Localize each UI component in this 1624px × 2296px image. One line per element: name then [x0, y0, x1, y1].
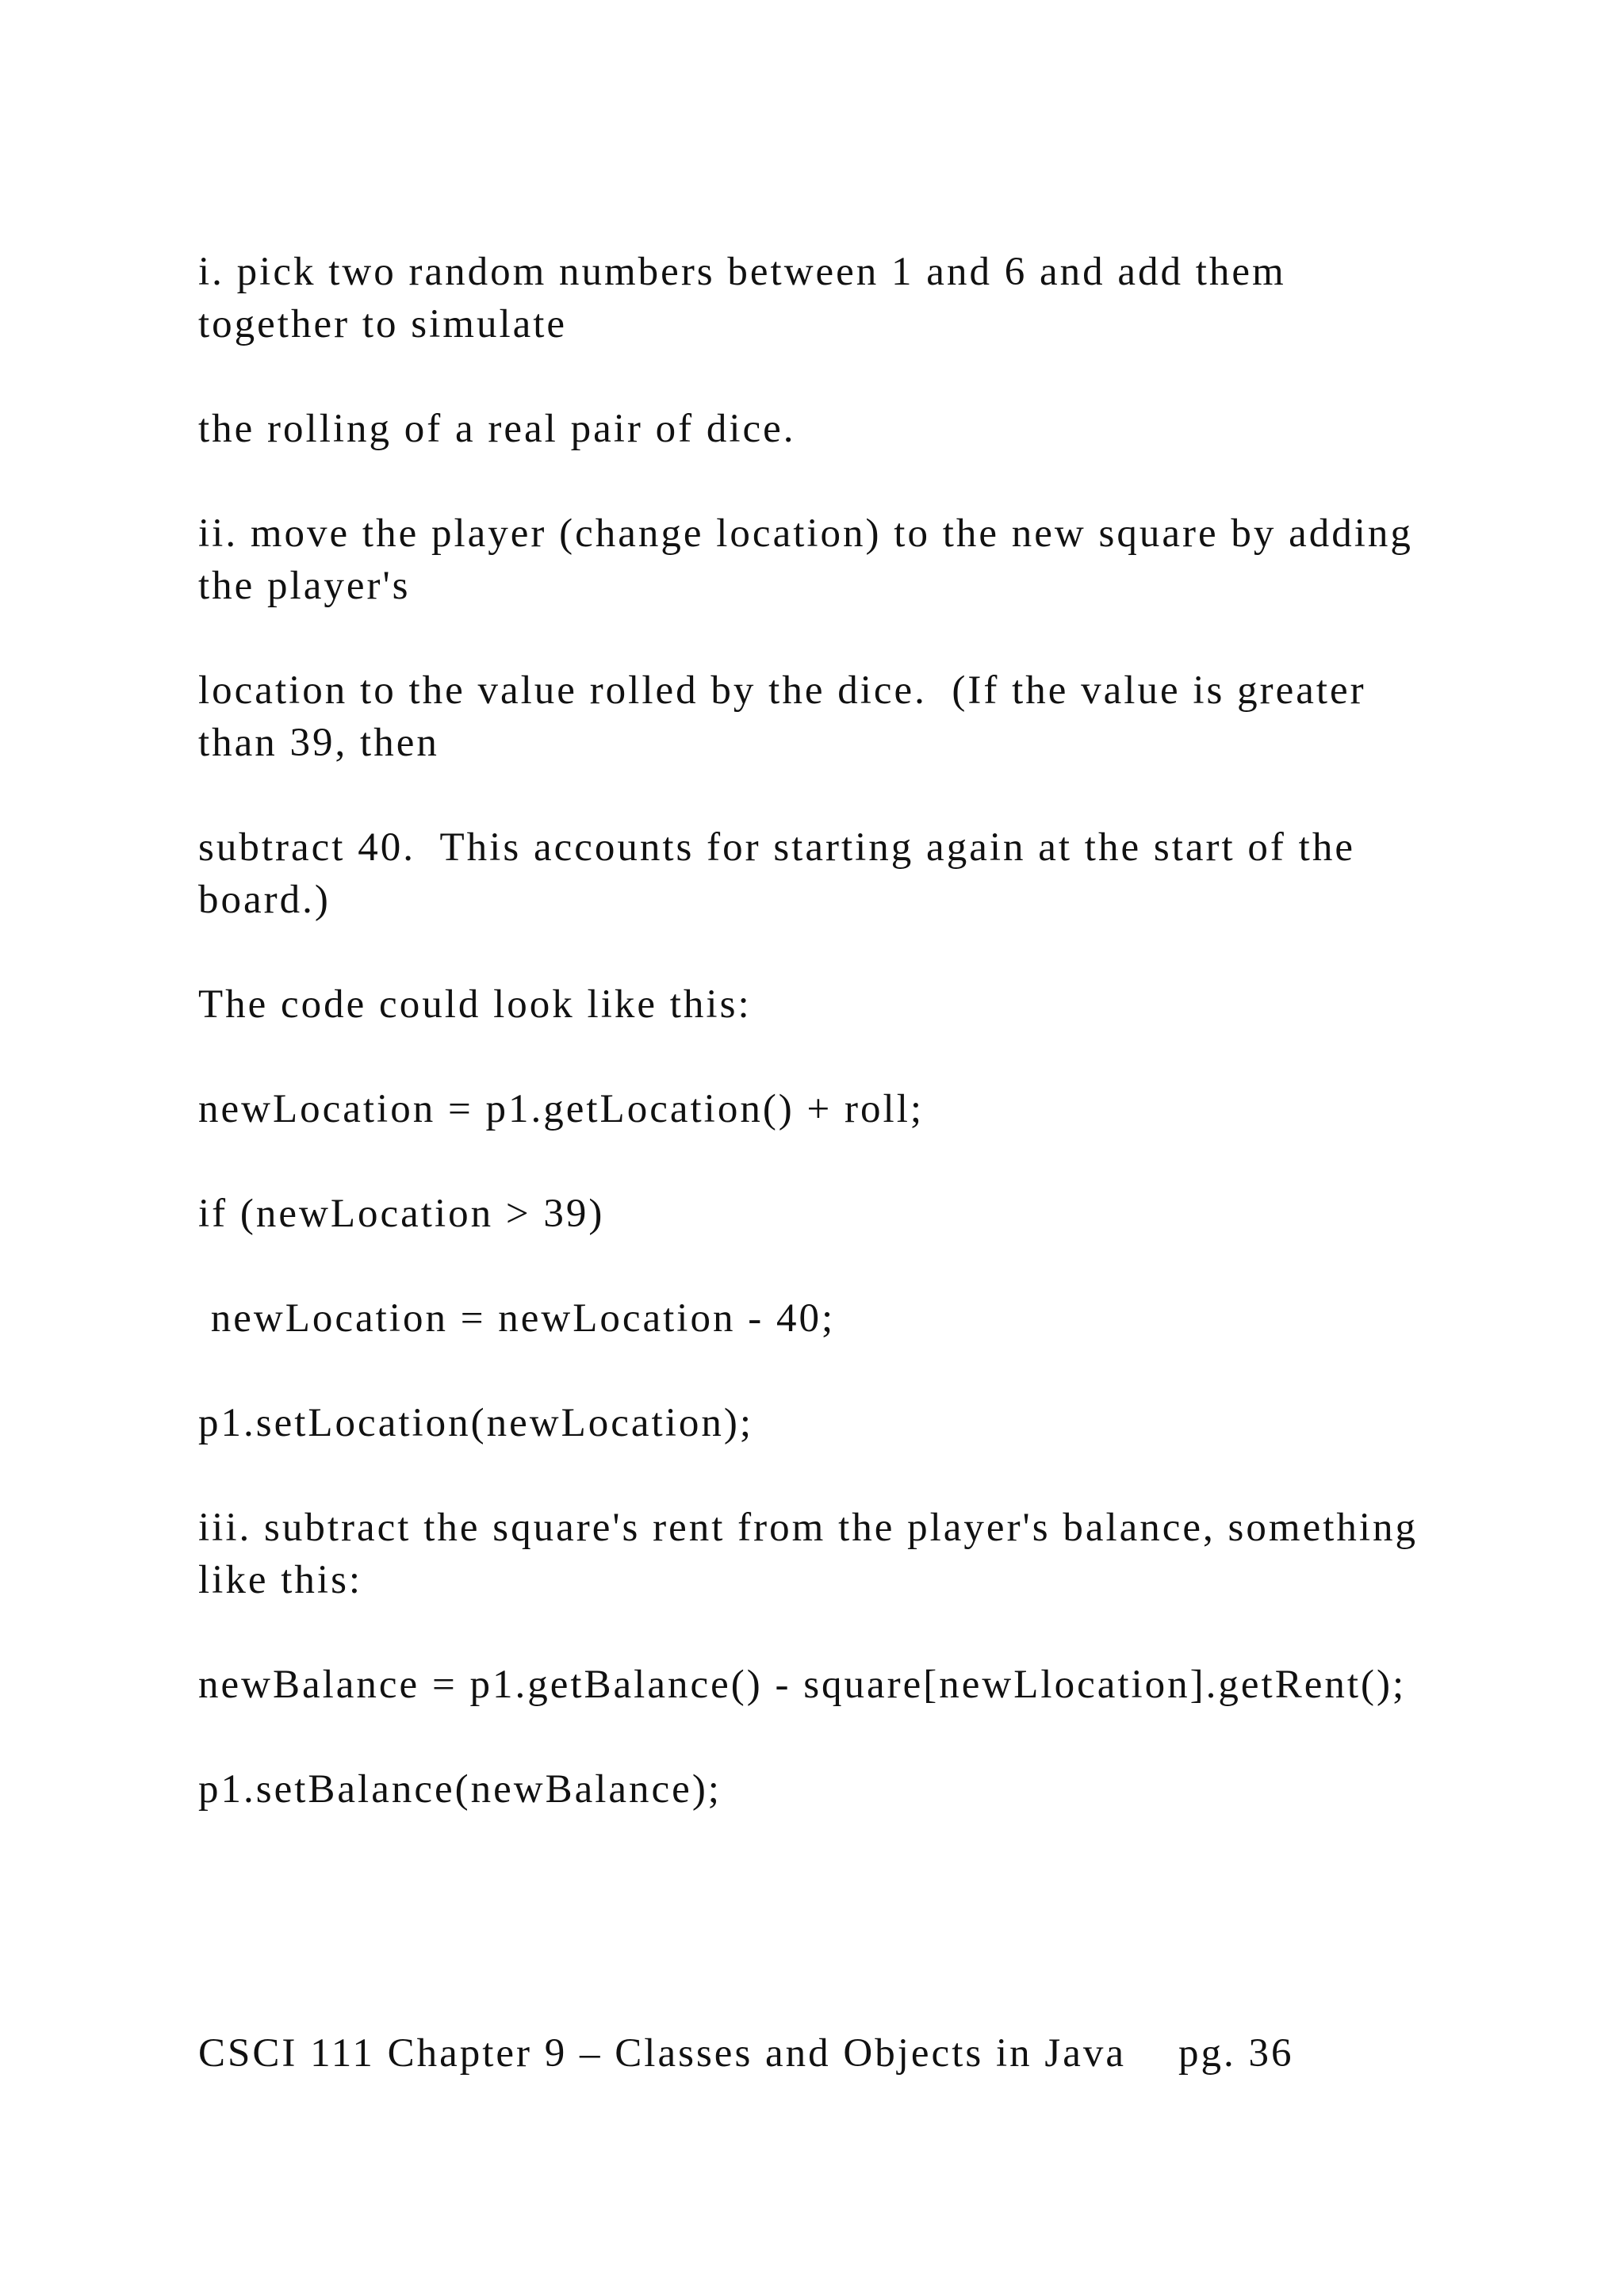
- body-text: [198, 246, 1435, 1868]
- code-line-new-balance: newBalance = p1.getBalance() - square[newLlocation].getRent();: [198, 1663, 1407, 1707]
- code-line-set-location: p1.setLocation(newLocation);: [198, 1401, 754, 1445]
- paragraph-move-step: ii. move the player (change location) to the new square by adding the player's: [198, 511, 1426, 608]
- code-line-set-balance: p1.setBalance(newBalance);: [198, 1767, 722, 1812]
- page-number: pg. 36: [1178, 2031, 1294, 2076]
- paragraph-rent-step: iii. subtract the square's rent from the player's balance, something like this:: [198, 1506, 1431, 1602]
- code-line-wrap: newLocation = newLocation - 40;: [198, 1296, 836, 1341]
- footer-title: CSCI 111 Chapter 9 – Classes and Objects in Java: [198, 2031, 1127, 2076]
- paragraph-dice-continued: the rolling of a real pair of dice.: [198, 407, 796, 451]
- code-line-new-location: newLocation = p1.getLocation() + roll;: [198, 1087, 925, 1131]
- paragraph-code-intro: The code could look like this:: [198, 982, 752, 1027]
- paragraph-move-continued: location to the value rolled by the dice. (If the value is greater than 39, then: [198, 668, 1379, 765]
- paragraph-dice-step: i. pick two random numbers between 1 and 6 and add them together to simulate: [198, 250, 1299, 346]
- page-footer: [198, 2027, 1294, 2080]
- paragraph-subtract-note: subtract 40. This accounts for starting again at the start of the board.): [198, 825, 1368, 922]
- code-line-if: if (newLocation > 39): [198, 1192, 605, 1236]
